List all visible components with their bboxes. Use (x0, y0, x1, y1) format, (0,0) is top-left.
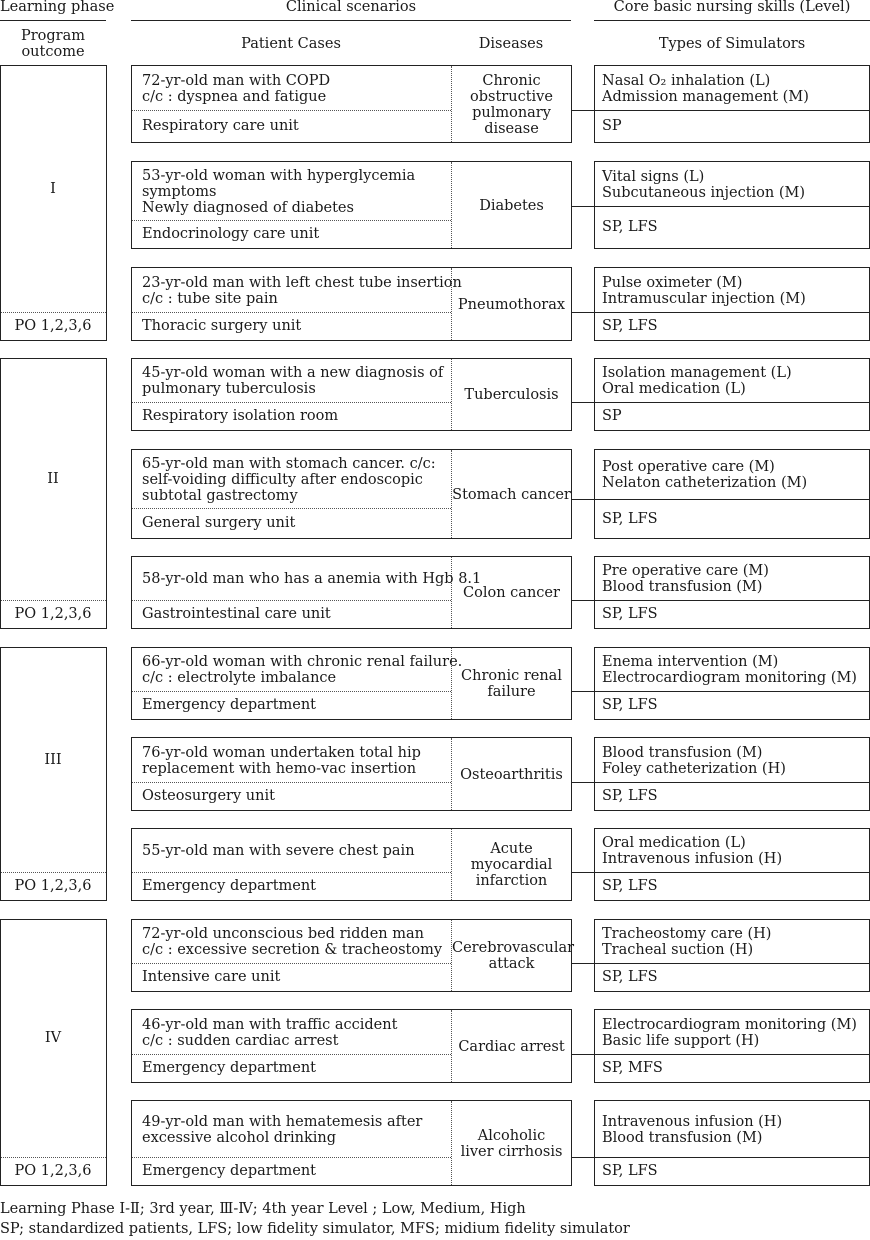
disease-line: Osteoarthritis (460, 767, 563, 783)
header-program: Program (20, 28, 86, 44)
nursing-skill: Foley catheterization (H) (602, 761, 786, 777)
simulator-type: SP, LFS (602, 511, 658, 527)
patient-case-line: 65-yr-old man with stomach cancer. c/c: (142, 456, 436, 472)
phase-divider (1, 1157, 106, 1158)
skill-divider (594, 963, 870, 964)
care-unit: Emergency department (142, 1163, 317, 1179)
header-learning-phase: Learning phase (0, 0, 115, 15)
disease-line: infarction (475, 873, 548, 889)
nursing-skill: Tracheostomy care (H) (602, 926, 772, 942)
phase-label: IV (44, 1030, 62, 1046)
patient-case-line: 76-yr-old woman undertaken total hip (142, 745, 421, 761)
connector-line (571, 206, 594, 207)
header-outcome: outcome (21, 44, 85, 60)
nursing-skill: Intravenous infusion (H) (602, 851, 783, 867)
patient-case-line: 46-yr-old man with traffic accident (142, 1017, 398, 1033)
connector-line (571, 872, 594, 873)
case-divider (132, 508, 451, 509)
disease-line: Pneumothorax (457, 297, 566, 313)
skill-divider (594, 691, 870, 692)
care-unit: Respiratory care unit (142, 118, 299, 134)
program-outcome: PO 1,2,3,6 (14, 606, 92, 622)
case-divider (132, 220, 451, 221)
patient-case-line: c/c : electrolyte imbalance (142, 670, 337, 686)
patient-case-line: 45-yr-old woman with a new diagnosis of (142, 365, 444, 381)
disease-line: pulmonary (472, 105, 551, 121)
simulator-type: SP (602, 408, 622, 424)
skill-divider (594, 402, 870, 403)
patient-case-line: 23-yr-old man with left chest tube insertion (142, 275, 462, 291)
connector-line (571, 782, 594, 783)
care-unit: Gastrointestinal care unit (142, 606, 331, 622)
skill-divider (594, 1054, 870, 1055)
disease-line: myocardial (470, 857, 553, 873)
nursing-skill: Oral medication (L) (602, 835, 746, 851)
case-divider (132, 782, 451, 783)
patient-case-line: 72-yr-old man with COPD (142, 73, 331, 89)
phase-box (0, 358, 107, 629)
case-divider (132, 1054, 451, 1055)
header-diseases: Diseases (478, 36, 544, 52)
header-clinical-scenarios: Clinical scenarios (285, 0, 417, 15)
case-divider (132, 872, 451, 873)
disease-line: Colon cancer (463, 585, 560, 601)
simulator-type: SP, LFS (602, 219, 658, 235)
disease-line: Cerebrovascular (452, 940, 575, 956)
patient-case-line: excessive alcohol drinking (142, 1130, 337, 1146)
simulator-type: SP, LFS (602, 606, 658, 622)
skill-divider (594, 312, 870, 313)
nursing-skill: Pulse oximeter (M) (602, 275, 743, 291)
header-rule (131, 20, 571, 21)
patient-case-line: c/c : tube site pain (142, 291, 278, 307)
program-outcome: PO 1,2,3,6 (14, 1163, 92, 1179)
footnote-phase-levels: Learning Phase Ⅰ-Ⅱ; 3rd year, Ⅲ-Ⅳ; 4th year Level ; Low, Medium, High (0, 1201, 526, 1217)
case-divider (132, 312, 451, 313)
care-unit: Emergency department (142, 878, 317, 894)
skill-divider (594, 782, 870, 783)
nursing-skill: Nasal O₂ inhalation (L) (602, 73, 771, 89)
connector-line (571, 1157, 594, 1158)
patient-case-line: 58-yr-old man who has a anemia with Hgb 8.1 (142, 571, 482, 587)
program-outcome: PO 1,2,3,6 (14, 878, 92, 894)
patient-case-line: c/c : excessive secretion & tracheostomy (142, 942, 443, 958)
header-core-skills: Core basic nursing skills (Level) (613, 0, 851, 15)
skill-divider (594, 499, 870, 500)
header-types-of-simulators: Types of Simulators (658, 36, 806, 52)
care-unit: General surgery unit (142, 515, 296, 531)
skill-divider (594, 1157, 870, 1158)
disease-line: Alcoholic (477, 1128, 546, 1144)
nursing-skill: Tracheal suction (H) (602, 942, 754, 958)
nursing-skill: Intravenous infusion (H) (602, 1114, 783, 1130)
nursing-skill: Electrocardiogram monitoring (M) (602, 670, 857, 686)
nursing-skill: Nelaton catheterization (M) (602, 475, 808, 491)
patient-case-line: replacement with hemo-vac insertion (142, 761, 417, 777)
nursing-skill: Blood transfusion (M) (602, 1130, 763, 1146)
phase-box (0, 65, 107, 341)
connector-line (571, 600, 594, 601)
skill-divider (594, 110, 870, 111)
patient-case-line: subtotal gastrectomy (142, 488, 298, 504)
phase-divider (1, 312, 106, 313)
case-divider (132, 691, 451, 692)
disease-line: obstructive (470, 89, 553, 105)
connector-line (571, 691, 594, 692)
nursing-skill: Post operative care (M) (602, 459, 775, 475)
care-unit: Intensive care unit (142, 969, 281, 985)
nursing-skill: Oral medication (L) (602, 381, 746, 397)
care-unit: Endocrinology care unit (142, 226, 320, 242)
phase-box (0, 647, 107, 901)
skill-divider (594, 206, 870, 207)
patient-case-line: Newly diagnosed of diabetes (142, 200, 354, 216)
header-rule (0, 20, 106, 21)
simulator-type: SP (602, 118, 622, 134)
simulator-type: SP, LFS (602, 318, 658, 334)
phase-box (0, 919, 107, 1186)
disease-line: Chronic renal (461, 668, 562, 684)
phase-label: II (47, 471, 59, 487)
care-unit: Emergency department (142, 697, 317, 713)
phase-label: III (44, 752, 62, 768)
connector-line (571, 1054, 594, 1055)
patient-case-line: 72-yr-old unconscious bed ridden man (142, 926, 424, 942)
nursing-skill: Vital signs (L) (602, 169, 705, 185)
care-unit: Respiratory isolation room (142, 408, 339, 424)
disease-line: Tuberculosis (464, 387, 559, 403)
care-unit: Thoracic surgery unit (142, 318, 302, 334)
patient-case-line: c/c : sudden cardiac arrest (142, 1033, 339, 1049)
simulator-type: SP, LFS (602, 969, 658, 985)
nursing-skill: Electrocardiogram monitoring (M) (602, 1017, 857, 1033)
disease-line: Stomach cancer (452, 487, 571, 503)
connector-line (571, 402, 594, 403)
case-divider (132, 963, 451, 964)
patient-case-line: 55-yr-old man with severe chest pain (142, 843, 415, 859)
disease-line: disease (484, 121, 539, 137)
disease-line: failure (487, 684, 536, 700)
patient-case-line: c/c : dyspnea and fatigue (142, 89, 327, 105)
patient-case-line: pulmonary tuberculosis (142, 381, 316, 397)
case-divider (132, 402, 451, 403)
patient-case-line: 49-yr-old man with hematemesis after (142, 1114, 423, 1130)
connector-line (571, 499, 594, 500)
phase-divider (1, 600, 106, 601)
nursing-skill: Admission management (M) (602, 89, 809, 105)
simulator-type: SP, MFS (602, 1060, 663, 1076)
disease-line: liver cirrhosis (460, 1144, 563, 1160)
disease-line: Cardiac arrest (458, 1039, 565, 1055)
simulator-type: SP, LFS (602, 788, 658, 804)
care-unit: Emergency department (142, 1060, 317, 1076)
patient-case-line: self-voiding difficulty after endoscopic (142, 472, 423, 488)
disease-line: attack (488, 956, 535, 972)
connector-line (571, 110, 594, 111)
nursing-skill: Blood transfusion (M) (602, 745, 763, 761)
case-divider (132, 110, 451, 111)
simulator-type: SP, LFS (602, 1163, 658, 1179)
skill-divider (594, 872, 870, 873)
nursing-skill: Blood transfusion (M) (602, 579, 763, 595)
care-unit: Osteosurgery unit (142, 788, 275, 804)
disease-line: Chronic (482, 73, 541, 89)
disease-line: Diabetes (479, 198, 544, 214)
simulator-type: SP, LFS (602, 878, 658, 894)
header-rule (594, 20, 870, 21)
phase-label: I (50, 181, 56, 197)
simulator-type: SP, LFS (602, 697, 658, 713)
program-outcome: PO 1,2,3,6 (14, 318, 92, 334)
disease-line: Acute (490, 841, 533, 857)
header-patient-cases: Patient Cases (241, 36, 341, 52)
connector-line (571, 963, 594, 964)
nursing-skill: Intramuscular injection (M) (602, 291, 806, 307)
skill-divider (594, 600, 870, 601)
connector-line (571, 312, 594, 313)
nursing-skill: Subcutaneous injection (M) (602, 185, 805, 201)
phase-divider (1, 872, 106, 873)
nursing-skill: Isolation management (L) (602, 365, 792, 381)
nursing-skill: Pre operative care (M) (602, 563, 769, 579)
patient-case-line: 66-yr-old woman with chronic renal failure. (142, 654, 463, 670)
patient-case-line: 53-yr-old woman with hyperglycemia (142, 168, 416, 184)
nursing-skill: Enema intervention (M) (602, 654, 779, 670)
case-divider (132, 600, 451, 601)
nursing-skill: Basic life support (H) (602, 1033, 760, 1049)
case-divider (132, 1157, 451, 1158)
footnote-abbreviations: SP; standardized patients, LFS; low fidelity simulator, MFS; midium fidelity simulator (0, 1221, 630, 1237)
patient-case-line: symptoms (142, 184, 217, 200)
